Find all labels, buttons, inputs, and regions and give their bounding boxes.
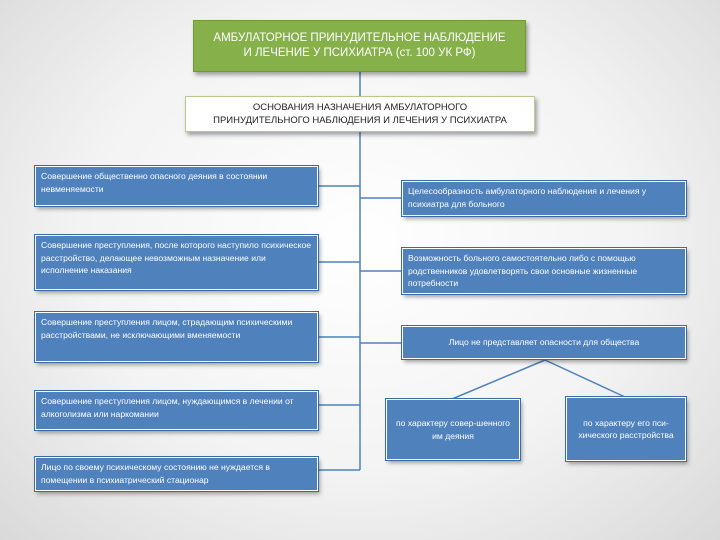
diagram-title: [193, 20, 526, 72]
right-item-3: Лицо не представляет опасности для общества: [402, 326, 686, 359]
sub-item-disorder: по характеру его пси-хического расстройства: [566, 397, 686, 461]
right-item-2: Возможность больного самостоятельно либо с помощью родственников удовлетворять свои основные жизненные потребности: [402, 248, 686, 294]
left-item-4: Совершение преступления лицом, нуждающимся в лечении от алкоголизма или наркомании: [35, 391, 318, 430]
right-item-1: Целесообразность амбулаторного наблюдения и лечения у психиатра для больного: [402, 181, 686, 216]
grounds-line-1: ОСНОВАНИЯ НАЗНАЧЕНИЯ АМБУЛАТОРНОГО: [252, 102, 468, 113]
title-line-1: АМБУЛАТОРНОЕ ПРИНУДИТЕЛЬНОЕ НАБЛЮДЕНИЕ: [213, 32, 506, 44]
left-item-1: Совершение общественно опасного деяния в состоянии невменяемости: [35, 166, 318, 206]
sub-item-deed: по характеру совер-шенного им деяния: [386, 399, 520, 460]
grounds-header: [185, 96, 535, 132]
left-item-2: Совершение преступления, после которого наступило психическое расстройство, делающее невозможным назначение или исполнение наказания: [35, 235, 318, 290]
grounds-line-2: ПРИНУДИТЕЛЬНОГО НАБЛЮДЕНИЯ И ЛЕЧЕНИЯ У ПСИХИАТРА: [213, 115, 507, 126]
title-line-2: И ЛЕЧЕНИЕ У ПСИХИАТРА (ст. 100 УК РФ): [243, 47, 476, 59]
left-item-3: Совершение преступления лицом, страдающим психическими расстройствами, не исключающими вменяемости: [35, 312, 318, 362]
left-item-5: Лицо по своему психическому состоянию не нуждается в помещении в психиатрический стационар: [35, 457, 318, 491]
